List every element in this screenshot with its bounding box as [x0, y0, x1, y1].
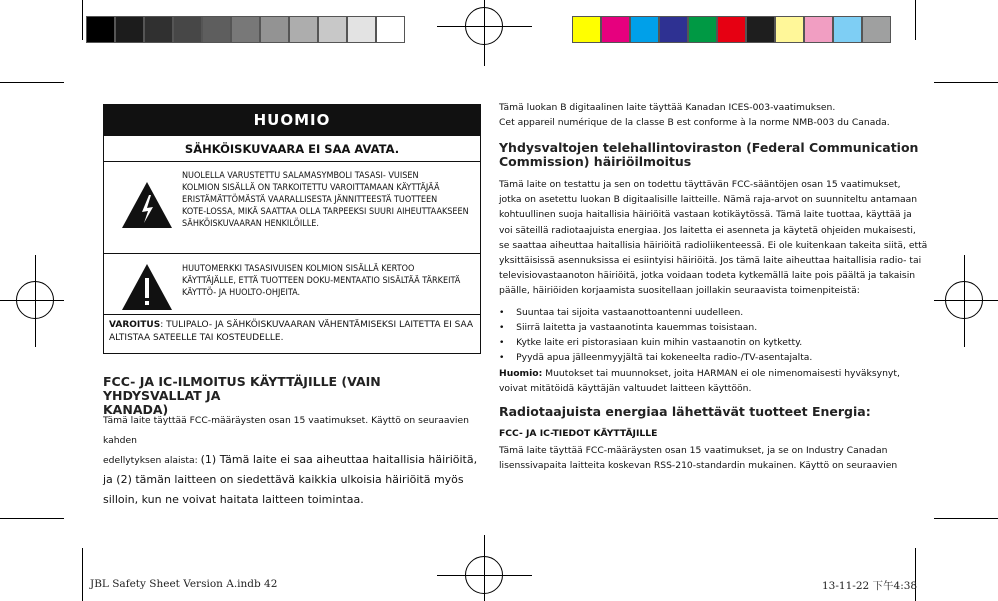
color-swatch [601, 16, 630, 43]
color-swatch [804, 16, 833, 43]
caution-label: VAROITUS [109, 320, 161, 330]
note-label: Huomio: [499, 368, 543, 379]
color-swatch [630, 16, 659, 43]
fcc-ic-paragraph-conditions: (1) Tämä laite ei saa aiheuttaa haitallisia häiriöitä, ja (2) tämän laitteen on siedettävä kaikkia ulkoisia häiriöitä myös silloin, kun ne voivat haitata laitteen toimintaa. [103, 453, 478, 506]
slug-file-info: JBL Safety Sheet Version A.indb 42 [90, 578, 278, 590]
warning-box [103, 104, 481, 354]
color-swatch [347, 16, 376, 43]
color-swatch [717, 16, 746, 43]
exclamation-triangle-icon [120, 262, 174, 316]
caution-body: : TULIPALO- JA SÄHKÖISKUVAARAN VÄHENTÄMISEKSI LAITETTA EI SAA ALTISTAA SATEELLE TAI KOSTEUDELLE. [109, 320, 474, 343]
warning-row-exclamation-text: HUUTOMERKKI TASASIVUISEN KOLMION SISÄLLÄ KERTOO KÄYTTÄJÄLLE, ETTÄ TUOTTEEN DOKU-MENTAATIO SISÄLTÄÄ TÄRKEITÄ KÄYTTÖ- JA HUOLTO-OHJEITA. [182, 264, 461, 298]
warning-title: HUOMIO [104, 105, 480, 136]
fcc-ic-heading: FCC- JA IC-ILMOITUS KÄYTTÄJILLE (VAIN YHDYSVALLAT JA KANADA) [103, 374, 381, 417]
radio-energy-heading: Radiotaajuista energiaa lähettävät tuotteet Energia: [499, 404, 871, 419]
color-swatch [144, 16, 173, 43]
color-swatch [376, 16, 405, 43]
note-body: Muutokset tai muunnokset, joita HARMAN ei ole nimenomaisesti hyväksynyt, voivat mitätöidä käyttäjän valtuudet laitteen käyttöön. [499, 368, 900, 395]
list-item: • Suuntaa tai sijoita vastaanottoantenni uudelleen. [499, 307, 744, 318]
warning-subtitle: SÄHKÖISKUVAARA EI SAA AVATA. [104, 136, 480, 162]
fcc-ic-info-subheading: FCC- JA IC-TIEDOT KÄYTTÄJILLE [499, 428, 658, 439]
color-swatch [688, 16, 717, 43]
caution-text [109, 319, 477, 345]
warning-row-exclamation [104, 254, 480, 315]
color-swatch [862, 16, 891, 43]
color-swatch [260, 16, 289, 43]
color-swatch [572, 16, 601, 43]
color-swatch [833, 16, 862, 43]
slug-timestamp: 13-11-22 下午4:38 [822, 580, 918, 592]
note-paragraph [499, 366, 900, 396]
warning-row-lightning [104, 162, 480, 254]
fcc-interference-paragraph: Tämä laite on testattu ja sen on todettu täyttävän FCC-sääntöjen osan 15 vaatimukset, jotka on asetettu luokan B digitaalisille laitteille. Nämä raja-arvot on suunniteltu antamaan kohtuullinen suoja haitallisia häiriöitä vastaan kotikäytössä. Tämä laite tuottaa, käyttää ja voi säteillä radiotaajuista energiaa. Jos laitetta ei asenneta ja käytetä ohjeiden mukaisesti, se saattaa aiheuttaa haitallisia häiriöitä radioliikenteessä. Ei ole kuitenkaan takeita siitä, että yksittäisissä asennuksissa ei esiintyisi häiriöitä. Jos tämä laite aiheuttaa haitallisia radio- tai televisiovastaanoton häiriöitä, jotka voidaan todeta kytkemällä laite pois päältä ja takaisin päälle, häiriöiden korjaamista suositellaan joillakin seuraavista toimenpiteistä: [499, 179, 928, 297]
ices-intro: Tämä luokan B digitaalinen laite täyttää Kanadan ICES-003-vaatimuksen. Cet appareil numérique de la classe B est conforme à la norme NMB-003 du Canada. [499, 102, 890, 129]
fcc-ic-paragraph [103, 408, 478, 508]
color-swatch [289, 16, 318, 43]
list-item: • Siirrä laitetta ja vastaanotinta kauemmas toisistaan. [499, 322, 758, 333]
color-swatch [115, 16, 144, 43]
fcc-interference-heading: Yhdysvaltojen telehallintoviraston (Federal Communication Commission) häiriöilmoitus [499, 140, 919, 169]
color-swatch [86, 16, 115, 43]
list-item: • Kytke laite eri pistorasiaan kuin mihin vastaanotin on kytketty. [499, 337, 803, 348]
fcc-ic-info-paragraph: Tämä laite täyttää FCC-määräysten osan 15 vaatimukset, ja se on Industry Canadan lisenssivapaita laitteita koskevan RSS-210-standardin mukainen. Käyttö on seuraavien [499, 445, 898, 472]
list-item: • Pyydä apua jälleenmyyjältä tai kokeneelta radio-/TV-asentajalta. [499, 352, 813, 363]
color-swatch [173, 16, 202, 43]
color-swatch [746, 16, 775, 43]
color-swatch [318, 16, 347, 43]
color-swatch [202, 16, 231, 43]
color-swatch [659, 16, 688, 43]
color-swatch [775, 16, 804, 43]
color-swatch [231, 16, 260, 43]
lightning-triangle-icon [120, 180, 174, 234]
warning-row-lightning-text: NUOLELLA VARUSTETTU SALAMASYMBOLI TASASI- VUISEN KOLMION SISÄLLÄ ON TARKOITETTU VAROITTAMAAN KÄYTTÄJÄÄ ERISTÄMÄTTÖMÄSTÄ VAARALLISESTA JÄNNITTEESTÄ TUOTTEEN KOTE-LOSSA, MIKÄ SAATTAA OLLA TARPEEKSI SUURI AIHEUTTAAKSEEN SÄHKÖISKUVAARAN HENKILÖILLE. [182, 171, 469, 229]
fcc-ic-paragraph-start: Tämä laite täyttää FCC-määräysten osan 15 vaatimukset. Käyttö on seuraavien kahden edellytyksen alaista: [103, 415, 469, 466]
